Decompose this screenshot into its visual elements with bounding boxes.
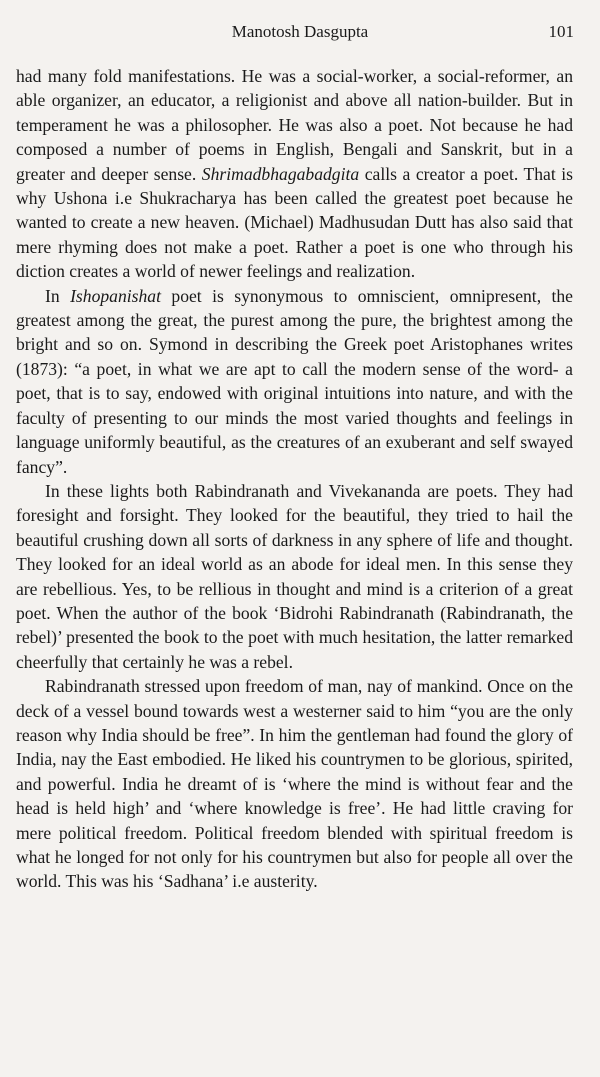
paragraph-text: had many fold manifestations. He was a social-worker, a social-reformer, an able organizer, an educator, a religionist and above all nation-builder. But in temperament he was a philosopher. He was also a poet. Not because he had composed a number of poems in English, Bengali and Sanskrit, but in a greater and deeper sense. bbox=[16, 66, 573, 184]
paragraph bbox=[16, 284, 573, 479]
header-author: Manotosh Dasgupta bbox=[231, 22, 369, 41]
page-number: 101 bbox=[548, 22, 574, 41]
paragraph-text: Rabindranath stressed upon freedom of man, nay of mankind. Once on the deck of a vessel bound towards west a westerner said to him “you are the only reason why India should be free”. In him the gentleman had found the glory of India, nay the East embodied. He liked his countrymen to be glorious, spirited, and powerful. India he dreamt of is ‘where the mind is without fear and the head is held high’ and ‘where knowledge is free’. He had little craving for mere political freedom. Political freedom blended with spiritual freedom is what he longed for not only for his countrymen but also for people all over the world. This was his ‘Sadhana’ i.e austerity. bbox=[16, 676, 573, 892]
paragraph-text: calls a creator a poet. That is why Ushona i.e Shukracharya has been called the greatest poet because he wanted to create a new heaven. (Michael) Madhusudan Dutt has also said that mere rhyming does not make a poet. Rather a poet is one who through his diction creates a world of newer feelings and realization. bbox=[16, 163, 574, 282]
paragraph-text: In bbox=[45, 285, 71, 306]
body-text bbox=[16, 64, 573, 894]
paragraph bbox=[16, 479, 573, 674]
book-title: Ishopanishat bbox=[70, 285, 161, 306]
paragraph bbox=[16, 674, 573, 894]
paragraph-text: poet is synonymous to omniscient, omnipresent, the greatest among the great, the purest among the pure, the brightest among the bright and so on. Symond in describing the Greek poet Aristophanes writes (1873): “a poet, in what we are apt to call the modern sense of the word- a poet, that is to say, endowed with original intuitions into nature, and with the faculty of presenting to our minds the most varied thoughts and feelings in language uniformly beautiful, as the creatures of an exuberant and self swayed fancy”. bbox=[16, 285, 573, 477]
paragraph bbox=[16, 64, 573, 284]
running-header bbox=[0, 22, 600, 46]
book-title: Shrimadbhagabadgita bbox=[201, 163, 360, 184]
paragraph-text: In these lights both Rabindranath and Vivekananda are poets. They had foresight and forsight. They looked for the beautiful, they tried to hail the beautiful crushing down all sorts of darkness in any sphere of life and thought. They looked for an ideal world as an abode for ideal men. In this sense they are rebellious. Yes, to be rellious in thought and mind is a criterion of a great poet. When the author of the book ‘Bidrohi Rabindranath (Rabindranath, the rebel)’ presented the book to the poet with much hesitation, the latter remarked cheerfully that certainly he was a rebel. bbox=[16, 480, 573, 672]
